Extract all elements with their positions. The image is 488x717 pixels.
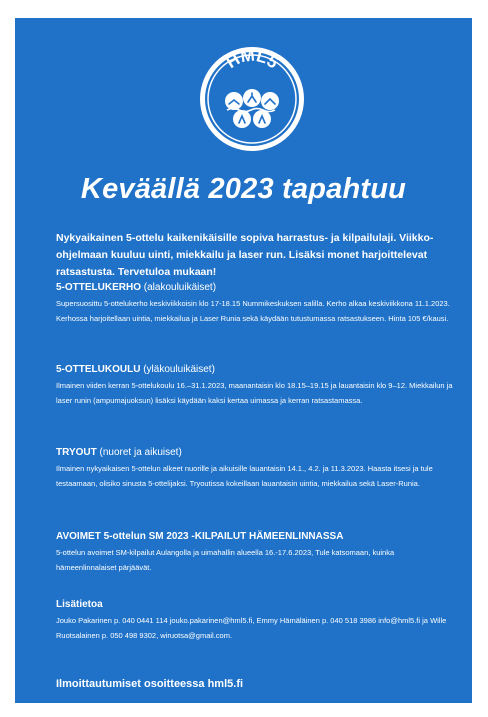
logo-text: HML5: [222, 46, 282, 73]
section-ottelukoulu: [56, 363, 453, 408]
section-sm-kilpailut: [56, 530, 453, 575]
section-body: 5-ottelun avoimet SM-kilpailut Aulangolla ja uimahallin alueella 16.-17.6.2023, Tule katsomaan, kuinka hämeenlinnalaiset pärjäävät.: [56, 548, 395, 572]
section-heading: AVOIMET 5-ottelun SM 2023 -KILPAILUT HÄMEENLINNASSA: [56, 531, 344, 542]
intro-text: Nykyaikainen 5-ottelu kaikenikäisille sopiva harrastus- ja kilpailulaji. Viikko-ohjelmaan kuuluu uinti, miekkailu ja laser run. Lisäksi monet harjoittelevat ratsastusta. Tervetuloa mukaan!: [56, 232, 434, 278]
section-body: Ilmainen viiden kerran 5-ottelukoulu 16.–31.1.2023, maanantaisin klo 18.15–19.15 ja lauantaisin klo 9–12. Miekkailun ja laser runin (ampumajuoksun) lisäksi käydään kaksi kertaa uimassa ja kerran ratsastamassa.: [56, 381, 453, 405]
registration-link[interactable]: Ilmoittautumiset osoitteessa hml5.fi: [56, 678, 244, 690]
section-heading: 5-OTTELUKERHO (alakouluikäiset): [56, 282, 217, 293]
section-body: Ilmainen nykyaikaisen 5-ottelun alkeet nuorille ja aikuisille lauantaisin 14.1., 4.2. ja 11.3.2023. Haasta itsesi ja tule testaamaan, olisiko sinusta 5-ottelijaksi. Tryoutissa kokeillaan lauantaisin uintia, miekkailua sekä Laser-Runia.: [56, 464, 433, 488]
section-ottelukerho: [56, 281, 453, 326]
poster: [15, 18, 472, 703]
page-title: Keväällä 2023 tapahtuu: [80, 173, 407, 205]
section-heading: Lisätietoa: [56, 599, 103, 610]
hml5-logo-icon: [199, 46, 305, 152]
section-tryout: [56, 446, 453, 491]
section-heading: TRYOUT (nuoret ja aikuiset): [56, 447, 182, 458]
section-lisatietoa: [56, 598, 453, 643]
section-heading: 5-OTTELUKOULU (yläkouluikäiset): [56, 364, 215, 375]
contact-info: Jouko Pakarinen p. 040 0441 114 jouko.pakarinen@hml5.fi, Emmy Hämäläinen p. 040 518 3986 info@hml5.fi ja Wille Ruotsalainen p. 050 498 9302, wiruotsa@gmail.com.: [56, 616, 447, 640]
section-body: Supersuosittu 5-ottelukerho keskiviikkoisin klo 17-18.15 Nummikeskuksen salilla. Kerho alkaa keskiviikkona 11.1.2023. Kerhossa harjoitellaan uintia, miekkailua ja Laser Runia sekä käydään tutustumassa ratsastukseen. Hinta 105 €/kausi.: [56, 299, 450, 323]
